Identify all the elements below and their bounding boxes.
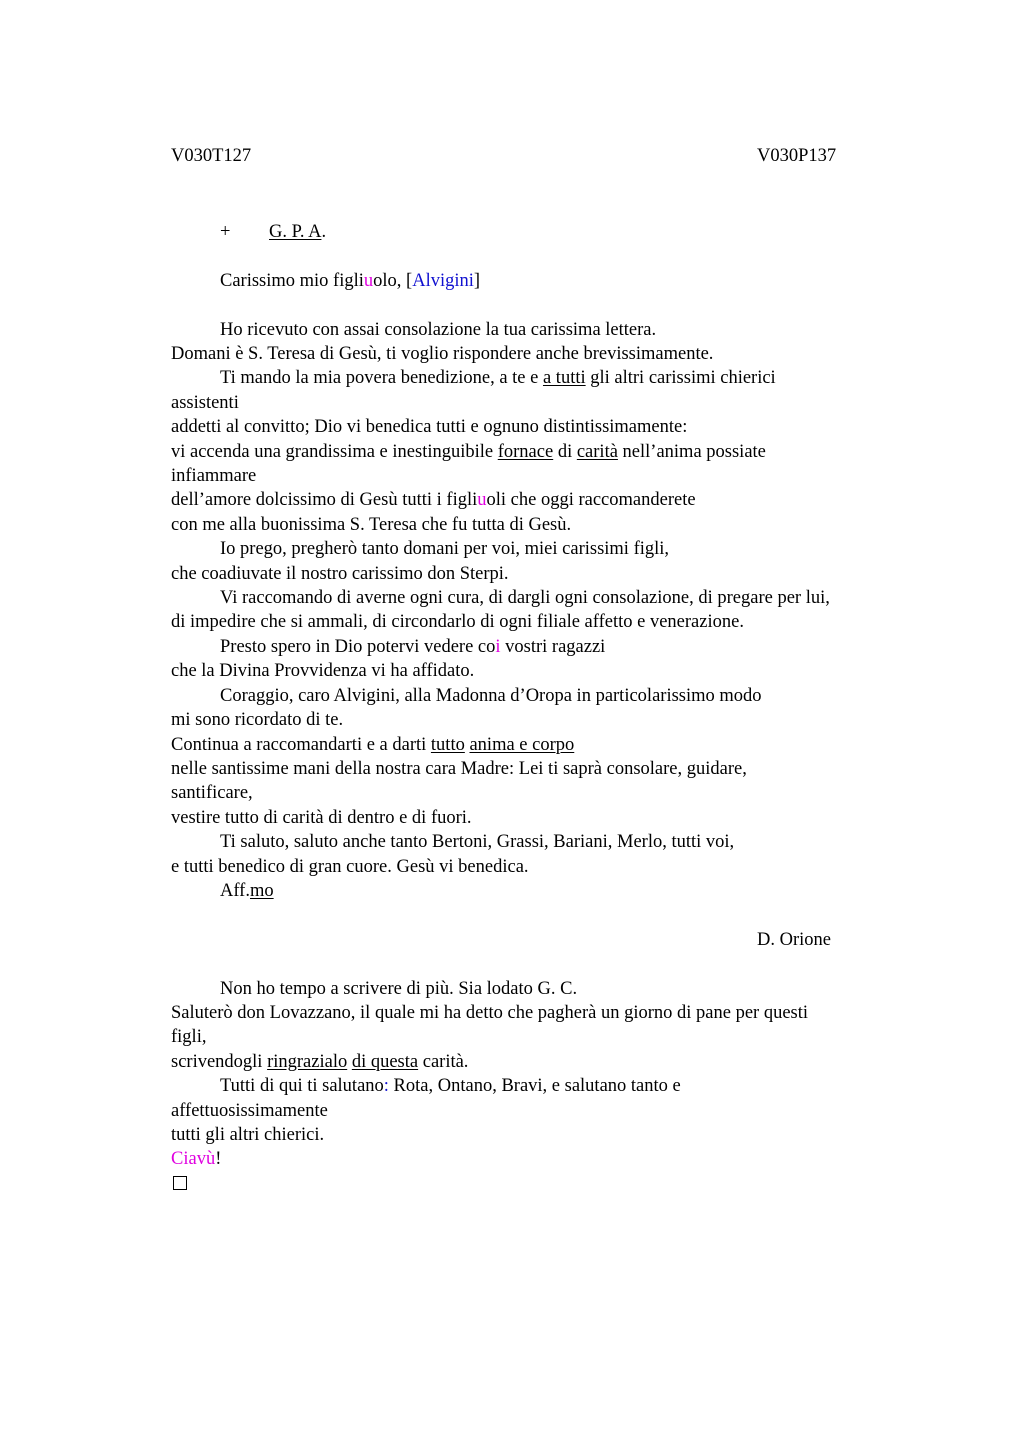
document-code-left: V030T127	[171, 146, 252, 166]
paragraph-line: che coadiuvate il nostro carissimo don Sterpi.	[171, 563, 509, 584]
invocation-line: + G. P. A.	[171, 220, 931, 244]
recipient-name: Alvigini	[412, 270, 474, 291]
paragraph-line: Ti mando la mia povera benedizione, a te e a tutti gli altri carissimi chierici	[220, 368, 776, 389]
paragraph-line: Continua a raccomandarti e a darti tutto anima e corpo	[171, 734, 575, 755]
postscript-line: tutti gli altri chierici.	[171, 1124, 325, 1145]
paragraph-line: Io prego, pregherò tanto domani per voi, miei carissimi figli,	[220, 539, 670, 560]
greeting-line: Carissimo mio figliuolo, [Alvigini]	[220, 270, 481, 291]
paragraph-line: Vi raccomando di averne ogni cura, di dargli ogni consolazione, di pregare per lui,	[220, 588, 830, 609]
paragraph-line: infiammare	[171, 466, 257, 487]
paragraph-line: Coraggio, caro Alvigini, alla Madonna d’Oropa in particolarissimo modo	[220, 685, 762, 706]
end-mark-line	[171, 1172, 931, 1196]
paragraph-line: e tutti benedico di gran cuore. Gesù vi benedica.	[171, 856, 529, 877]
paragraph-line: Ho ricevuto con assai consolazione la tua carissima lettera.	[220, 319, 657, 340]
paragraph-line: che la Divina Provvidenza vi ha affidato.	[171, 661, 475, 682]
closing-line: Aff.mo	[220, 880, 274, 901]
paragraph-line: dell’amore dolcissimo di Gesù tutti i figliuoli che oggi raccomanderete	[171, 490, 696, 511]
paragraph-line: Presto spero in Dio potervi vedere coi vostri ragazzi	[220, 636, 606, 657]
document-code-right: V030P137	[757, 146, 837, 166]
signature: D. Orione	[757, 929, 831, 950]
editorial-mark: u	[363, 270, 374, 291]
gpa-invocation: G. P. A	[269, 222, 322, 242]
postscript-line: Tutti di qui ti salutano: Rota, Ontano, Bravi, e salutano tanto e	[220, 1076, 681, 1097]
postscript-line: affettuosissimamente	[171, 1100, 328, 1121]
editorial-mark: u	[477, 490, 487, 511]
farewell-word: Ciavù	[171, 1149, 216, 1170]
paragraph-line: santificare,	[171, 783, 253, 804]
postscript-line: Saluterò don Lovazzano, il quale mi ha detto che pagherà un giorno di pane per questi	[171, 1002, 809, 1023]
paragraph-line: Domani è S. Teresa di Gesù, ti voglio rispondere anche brevissimamente.	[171, 344, 714, 364]
postscript-line: scrivendogli ringrazialo di questa carità.	[171, 1051, 469, 1072]
paragraph-line: con me alla buonissima S. Teresa che fu tutta di Gesù.	[171, 514, 572, 535]
editorial-mark: i	[495, 636, 501, 657]
paragraph-line: di impedire che si ammali, di circondarlo di ogni filiale affetto e venerazione.	[171, 612, 744, 633]
empty-square-icon	[173, 1176, 187, 1190]
paragraph-line: mi sono ricordato di te.	[171, 710, 344, 731]
postscript-line: Non ho tempo a scrivere di più. Sia lodato G. C.	[220, 978, 578, 999]
paragraph-line: nelle santissime mani della nostra cara Madre: Lei ti saprà consolare, guidare,	[171, 758, 747, 779]
postscript-line: figli,	[171, 1027, 207, 1048]
paragraph-line: vestire tutto di carità di dentro e di fuori.	[171, 807, 472, 828]
paragraph-line: Ti saluto, saluto anche tanto Bertoni, Grassi, Bariani, Merlo, tutti voi,	[220, 832, 735, 853]
letter-body	[171, 220, 931, 1196]
paragraph-line: vi accenda una grandissima e inestinguibile fornace di carità nell’anima possiate	[171, 441, 766, 462]
editorial-mark: :	[383, 1076, 389, 1097]
postscript-line: Ciavù!	[171, 1149, 222, 1170]
cross-symbol: +	[220, 222, 231, 242]
paragraph-line: addetti al convitto; Dio vi benedica tutti e ognuno distintissimamente:	[171, 417, 688, 438]
paragraph-line: assistenti	[171, 392, 239, 413]
